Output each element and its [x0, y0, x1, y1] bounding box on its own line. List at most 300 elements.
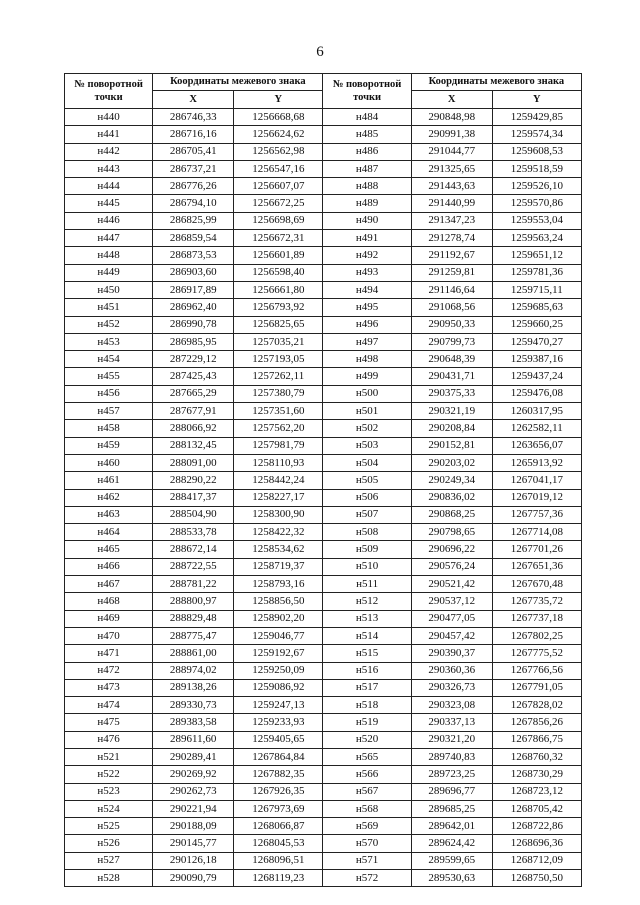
- y-cell-right: 1259660,25: [492, 316, 581, 333]
- y-cell-left: 1267864,84: [234, 748, 323, 765]
- table-row: [65, 835, 582, 852]
- y-cell-left: 1259405,65: [234, 731, 323, 748]
- point-cell-right: н494: [323, 281, 411, 298]
- y-cell-left: 1259250,09: [234, 662, 323, 679]
- point-cell-right: н567: [323, 783, 411, 800]
- x-cell-left: 290269,92: [153, 766, 234, 783]
- y-cell-left: 1259247,13: [234, 697, 323, 714]
- table-row: [65, 420, 582, 437]
- point-cell-left: н461: [65, 472, 153, 489]
- point-cell-left: н453: [65, 333, 153, 350]
- table-row: [65, 437, 582, 454]
- point-cell-right: н503: [323, 437, 411, 454]
- point-cell-left: н442: [65, 143, 153, 160]
- y-header-left: Y: [234, 90, 323, 108]
- y-cell-right: 1267019,12: [492, 489, 581, 506]
- table-row: [65, 385, 582, 402]
- y-cell-right: 1268760,32: [492, 748, 581, 765]
- point-cell-left: н473: [65, 679, 153, 696]
- point-cell-right: н498: [323, 351, 411, 368]
- point-cell-right: н510: [323, 558, 411, 575]
- x-cell-right: 290798,65: [411, 524, 492, 541]
- x-cell-left: 290262,73: [153, 783, 234, 800]
- point-cell-left: н455: [65, 368, 153, 385]
- x-cell-left: 286716,16: [153, 126, 234, 143]
- x-cell-left: 288132,45: [153, 437, 234, 454]
- y-cell-left: 1258856,50: [234, 593, 323, 610]
- x-cell-left: 290090,79: [153, 870, 234, 887]
- x-cell-right: 290360,36: [411, 662, 492, 679]
- x-cell-right: 291440,99: [411, 195, 492, 212]
- y-header-right: Y: [492, 90, 581, 108]
- point-cell-left: н466: [65, 558, 153, 575]
- y-cell-right: 1259437,24: [492, 368, 581, 385]
- table-row: [65, 299, 582, 316]
- y-cell-right: 1268705,42: [492, 800, 581, 817]
- point-cell-right: н493: [323, 264, 411, 281]
- point-cell-left: н471: [65, 645, 153, 662]
- y-cell-left: 1268066,87: [234, 818, 323, 835]
- x-cell-left: 286776,26: [153, 178, 234, 195]
- y-cell-left: 1267882,35: [234, 766, 323, 783]
- x-cell-left: 288091,00: [153, 454, 234, 471]
- y-cell-right: 1259574,34: [492, 126, 581, 143]
- point-cell-left: н469: [65, 610, 153, 627]
- x-cell-left: 289138,26: [153, 679, 234, 696]
- y-cell-right: 1267828,02: [492, 697, 581, 714]
- x-cell-right: 291325,65: [411, 160, 492, 177]
- y-cell-left: 1256607,07: [234, 178, 323, 195]
- table-row: [65, 714, 582, 731]
- x-cell-right: 290152,81: [411, 437, 492, 454]
- y-cell-right: 1267714,08: [492, 524, 581, 541]
- point-cell-right: н488: [323, 178, 411, 195]
- x-cell-left: 287425,43: [153, 368, 234, 385]
- x-cell-right: 290848,98: [411, 109, 492, 126]
- x-cell-left: 288775,47: [153, 627, 234, 644]
- x-cell-right: 290868,25: [411, 506, 492, 523]
- y-cell-left: 1257193,05: [234, 351, 323, 368]
- point-cell-left: н524: [65, 800, 153, 817]
- table-row: [65, 800, 582, 817]
- page-number: 6: [316, 44, 324, 60]
- point-cell-right: н570: [323, 835, 411, 852]
- point-cell-right: н500: [323, 385, 411, 402]
- point-cell-left: н523: [65, 783, 153, 800]
- x-cell-right: 290836,02: [411, 489, 492, 506]
- table-row: [65, 316, 582, 333]
- point-cell-left: н462: [65, 489, 153, 506]
- point-cell-left: н460: [65, 454, 153, 471]
- x-cell-left: 286985,95: [153, 333, 234, 350]
- point-cell-left: н452: [65, 316, 153, 333]
- x-cell-left: 287229,12: [153, 351, 234, 368]
- table-row: [65, 731, 582, 748]
- x-cell-right: 290390,37: [411, 645, 492, 662]
- point-cell-right: н572: [323, 870, 411, 887]
- table-row: [65, 576, 582, 593]
- y-cell-left: 1259233,93: [234, 714, 323, 731]
- point-cell-right: н485: [323, 126, 411, 143]
- coords-header-left: Координаты межевого знака: [153, 74, 323, 91]
- y-cell-left: 1267973,69: [234, 800, 323, 817]
- point-cell-left: н457: [65, 403, 153, 420]
- y-cell-right: 1259526,10: [492, 178, 581, 195]
- y-cell-left: 1259192,67: [234, 645, 323, 662]
- point-cell-right: н520: [323, 731, 411, 748]
- y-cell-left: 1257562,20: [234, 420, 323, 437]
- y-cell-left: 1257981,79: [234, 437, 323, 454]
- point-cell-right: н502: [323, 420, 411, 437]
- table-row: [65, 368, 582, 385]
- y-cell-left: 1257380,79: [234, 385, 323, 402]
- x-cell-right: 290457,42: [411, 627, 492, 644]
- y-cell-right: 1260317,95: [492, 403, 581, 420]
- table-body: [65, 109, 582, 887]
- y-cell-right: 1259518,59: [492, 160, 581, 177]
- table-row: [65, 178, 582, 195]
- y-cell-left: 1268119,23: [234, 870, 323, 887]
- x-cell-left: 290145,77: [153, 835, 234, 852]
- y-cell-left: 1257351,60: [234, 403, 323, 420]
- x-cell-left: 286903,60: [153, 264, 234, 281]
- x-cell-left: 290188,09: [153, 818, 234, 835]
- point-cell-left: н472: [65, 662, 153, 679]
- y-cell-left: 1256547,16: [234, 160, 323, 177]
- x-cell-left: 286873,53: [153, 247, 234, 264]
- table-row: [65, 558, 582, 575]
- table-row: [65, 264, 582, 281]
- point-cell-left: н467: [65, 576, 153, 593]
- x-cell-right: 291192,67: [411, 247, 492, 264]
- point-cell-right: н490: [323, 212, 411, 229]
- point-cell-right: н571: [323, 852, 411, 869]
- x-cell-right: 289530,63: [411, 870, 492, 887]
- point-cell-right: н507: [323, 506, 411, 523]
- x-cell-right: 291443,63: [411, 178, 492, 195]
- y-cell-right: 1267791,05: [492, 679, 581, 696]
- x-cell-left: 288417,37: [153, 489, 234, 506]
- table-row: [65, 109, 582, 126]
- table-row: [65, 230, 582, 247]
- x-cell-right: 290477,05: [411, 610, 492, 627]
- y-cell-left: 1258719,37: [234, 558, 323, 575]
- x-cell-right: 289624,42: [411, 835, 492, 852]
- x-cell-right: 291259,81: [411, 264, 492, 281]
- x-cell-left: 288974,02: [153, 662, 234, 679]
- point-cell-right: н491: [323, 230, 411, 247]
- y-cell-right: 1259476,08: [492, 385, 581, 402]
- x-cell-right: 291044,77: [411, 143, 492, 160]
- y-cell-left: 1256624,62: [234, 126, 323, 143]
- x-cell-right: 290648,39: [411, 351, 492, 368]
- y-cell-right: 1268730,29: [492, 766, 581, 783]
- table-row: [65, 766, 582, 783]
- x-cell-right: 290203,02: [411, 454, 492, 471]
- table-row: [65, 818, 582, 835]
- x-cell-left: 286746,33: [153, 109, 234, 126]
- y-cell-left: 1258227,17: [234, 489, 323, 506]
- x-cell-right: 289723,25: [411, 766, 492, 783]
- y-cell-right: 1268723,12: [492, 783, 581, 800]
- y-cell-right: 1262582,11: [492, 420, 581, 437]
- x-cell-right: 290249,34: [411, 472, 492, 489]
- x-cell-left: 286825,99: [153, 212, 234, 229]
- x-cell-left: 290221,94: [153, 800, 234, 817]
- table-row: [65, 160, 582, 177]
- y-cell-right: 1259570,86: [492, 195, 581, 212]
- point-cell-right: н501: [323, 403, 411, 420]
- point-cell-left: н459: [65, 437, 153, 454]
- table-row: [65, 627, 582, 644]
- table-row: [65, 472, 582, 489]
- x-cell-left: 288781,22: [153, 576, 234, 593]
- x-cell-left: 288829,48: [153, 610, 234, 627]
- y-cell-left: 1256672,31: [234, 230, 323, 247]
- x-cell-right: 290208,84: [411, 420, 492, 437]
- point-cell-right: н568: [323, 800, 411, 817]
- y-cell-right: 1267775,52: [492, 645, 581, 662]
- x-cell-right: 290799,73: [411, 333, 492, 350]
- y-cell-right: 1267866,75: [492, 731, 581, 748]
- table-row: [65, 126, 582, 143]
- y-cell-left: 1258422,32: [234, 524, 323, 541]
- x-cell-right: 291278,74: [411, 230, 492, 247]
- y-cell-left: 1256661,80: [234, 281, 323, 298]
- point-cell-right: н497: [323, 333, 411, 350]
- point-cell-right: н508: [323, 524, 411, 541]
- point-cell-left: н450: [65, 281, 153, 298]
- table-row: [65, 662, 582, 679]
- y-cell-right: 1259470,27: [492, 333, 581, 350]
- y-cell-right: 1268712,09: [492, 852, 581, 869]
- table-row: [65, 748, 582, 765]
- table-row: [65, 610, 582, 627]
- point-cell-right: н511: [323, 576, 411, 593]
- y-cell-right: 1265913,92: [492, 454, 581, 471]
- x-cell-left: 286962,40: [153, 299, 234, 316]
- point-cell-left: н451: [65, 299, 153, 316]
- point-cell-left: н449: [65, 264, 153, 281]
- point-cell-right: н517: [323, 679, 411, 696]
- y-cell-right: 1259429,85: [492, 109, 581, 126]
- point-cell-right: н519: [323, 714, 411, 731]
- x-cell-right: 289696,77: [411, 783, 492, 800]
- table-row: [65, 195, 582, 212]
- y-cell-left: 1258300,90: [234, 506, 323, 523]
- y-cell-right: 1259553,04: [492, 212, 581, 229]
- y-cell-right: 1267766,56: [492, 662, 581, 679]
- x-cell-left: 289383,58: [153, 714, 234, 731]
- table-row: [65, 454, 582, 471]
- y-cell-left: 1258110,93: [234, 454, 323, 471]
- y-cell-left: 1256698,69: [234, 212, 323, 229]
- y-cell-left: 1256598,40: [234, 264, 323, 281]
- table-row: [65, 524, 582, 541]
- x-cell-left: 286990,78: [153, 316, 234, 333]
- x-cell-left: 288533,78: [153, 524, 234, 541]
- x-cell-right: 291068,56: [411, 299, 492, 316]
- x-cell-left: 286917,89: [153, 281, 234, 298]
- point-cell-left: н463: [65, 506, 153, 523]
- point-cell-right: н565: [323, 748, 411, 765]
- x-cell-right: 290576,24: [411, 558, 492, 575]
- point-cell-left: н522: [65, 766, 153, 783]
- x-cell-left: 286794,10: [153, 195, 234, 212]
- point-cell-left: н521: [65, 748, 153, 765]
- point-cell-left: н441: [65, 126, 153, 143]
- point-cell-left: н474: [65, 697, 153, 714]
- y-cell-right: 1267737,18: [492, 610, 581, 627]
- table-row: [65, 645, 582, 662]
- table-row: [65, 593, 582, 610]
- point-cell-right: н486: [323, 143, 411, 160]
- y-cell-left: 1258534,62: [234, 541, 323, 558]
- point-cell-right: н509: [323, 541, 411, 558]
- y-cell-left: 1256668,68: [234, 109, 323, 126]
- table-row: [65, 403, 582, 420]
- point-cell-right: н566: [323, 766, 411, 783]
- point-cell-left: н447: [65, 230, 153, 247]
- x-cell-left: 288861,00: [153, 645, 234, 662]
- x-cell-right: 290991,38: [411, 126, 492, 143]
- y-cell-right: 1267802,25: [492, 627, 581, 644]
- y-cell-right: 1259608,53: [492, 143, 581, 160]
- point-cell-left: н456: [65, 385, 153, 402]
- point-cell-left: н526: [65, 835, 153, 852]
- table-row: [65, 506, 582, 523]
- x-cell-left: 288722,55: [153, 558, 234, 575]
- x-cell-right: 290537,12: [411, 593, 492, 610]
- coordinates-table: [64, 73, 582, 887]
- y-cell-left: 1258902,20: [234, 610, 323, 627]
- x-cell-right: 289642,01: [411, 818, 492, 835]
- point-cell-left: н458: [65, 420, 153, 437]
- point-cell-left: н444: [65, 178, 153, 195]
- y-cell-right: 1267757,36: [492, 506, 581, 523]
- x-cell-right: 289599,65: [411, 852, 492, 869]
- point-cell-left: н528: [65, 870, 153, 887]
- point-cell-right: н518: [323, 697, 411, 714]
- point-cell-right: н513: [323, 610, 411, 627]
- y-cell-left: 1256793,92: [234, 299, 323, 316]
- point-cell-left: н446: [65, 212, 153, 229]
- x-cell-left: 290289,41: [153, 748, 234, 765]
- point-cell-left: н448: [65, 247, 153, 264]
- point-cell-left: н527: [65, 852, 153, 869]
- x-cell-left: 290126,18: [153, 852, 234, 869]
- x-cell-left: 288290,22: [153, 472, 234, 489]
- point-cell-right: н492: [323, 247, 411, 264]
- y-cell-left: 1268096,51: [234, 852, 323, 869]
- coords-header-right: Координаты межевого знака: [411, 74, 581, 91]
- x-cell-right: 290337,13: [411, 714, 492, 731]
- y-cell-right: 1267735,72: [492, 593, 581, 610]
- y-cell-left: 1256562,98: [234, 143, 323, 160]
- point-cell-right: н516: [323, 662, 411, 679]
- x-cell-left: 289611,60: [153, 731, 234, 748]
- y-cell-right: 1267041,17: [492, 472, 581, 489]
- point-cell-right: н499: [323, 368, 411, 385]
- x-cell-right: 290321,20: [411, 731, 492, 748]
- x-cell-right: 290323,08: [411, 697, 492, 714]
- table-header: [65, 74, 582, 109]
- point-cell-left: н476: [65, 731, 153, 748]
- point-cell-left: н468: [65, 593, 153, 610]
- y-cell-left: 1257035,21: [234, 333, 323, 350]
- x-cell-left: 286737,21: [153, 160, 234, 177]
- x-cell-right: 290431,71: [411, 368, 492, 385]
- x-cell-right: 289740,83: [411, 748, 492, 765]
- table-row: [65, 351, 582, 368]
- y-cell-left: 1256825,65: [234, 316, 323, 333]
- table-row: [65, 143, 582, 160]
- point-cell-left: н470: [65, 627, 153, 644]
- y-cell-right: 1267651,36: [492, 558, 581, 575]
- table-row: [65, 247, 582, 264]
- x-cell-left: 286859,54: [153, 230, 234, 247]
- x-cell-right: 291146,64: [411, 281, 492, 298]
- point-cell-right: н489: [323, 195, 411, 212]
- y-cell-right: 1259651,12: [492, 247, 581, 264]
- point-cell-left: н443: [65, 160, 153, 177]
- x-cell-left: 286705,41: [153, 143, 234, 160]
- table-row: [65, 783, 582, 800]
- y-cell-right: 1268750,50: [492, 870, 581, 887]
- point-cell-left: н445: [65, 195, 153, 212]
- y-cell-left: 1258793,16: [234, 576, 323, 593]
- table-row: [65, 212, 582, 229]
- y-cell-right: 1268722,86: [492, 818, 581, 835]
- x-cell-left: 288672,14: [153, 541, 234, 558]
- point-cell-right: н506: [323, 489, 411, 506]
- y-cell-left: 1258442,24: [234, 472, 323, 489]
- y-cell-right: 1267670,48: [492, 576, 581, 593]
- y-cell-right: 1263656,07: [492, 437, 581, 454]
- y-cell-right: 1267856,26: [492, 714, 581, 731]
- point-cell-right: н512: [323, 593, 411, 610]
- point-cell-left: н525: [65, 818, 153, 835]
- point-cell-right: н569: [323, 818, 411, 835]
- y-cell-left: 1259046,77: [234, 627, 323, 644]
- y-cell-right: 1259685,63: [492, 299, 581, 316]
- y-cell-left: 1267926,35: [234, 783, 323, 800]
- point-cell-right: н496: [323, 316, 411, 333]
- table-row: [65, 541, 582, 558]
- x-cell-right: 290326,73: [411, 679, 492, 696]
- point-number-header-left: № поворотной точки: [65, 74, 153, 109]
- table-row: [65, 333, 582, 350]
- x-cell-left: 287665,29: [153, 385, 234, 402]
- table-row: [65, 870, 582, 887]
- x-cell-right: 290375,33: [411, 385, 492, 402]
- y-cell-left: 1256601,89: [234, 247, 323, 264]
- y-cell-left: 1259086,92: [234, 679, 323, 696]
- y-cell-right: 1259563,24: [492, 230, 581, 247]
- point-cell-left: н440: [65, 109, 153, 126]
- y-cell-left: 1268045,53: [234, 835, 323, 852]
- point-cell-right: н495: [323, 299, 411, 316]
- point-cell-right: н487: [323, 160, 411, 177]
- x-cell-right: 290521,42: [411, 576, 492, 593]
- y-cell-left: 1257262,11: [234, 368, 323, 385]
- point-cell-right: н515: [323, 645, 411, 662]
- x-cell-right: 289685,25: [411, 800, 492, 817]
- x-cell-left: 289330,73: [153, 697, 234, 714]
- y-cell-left: 1256672,25: [234, 195, 323, 212]
- x-cell-right: 290950,33: [411, 316, 492, 333]
- y-cell-right: 1267701,26: [492, 541, 581, 558]
